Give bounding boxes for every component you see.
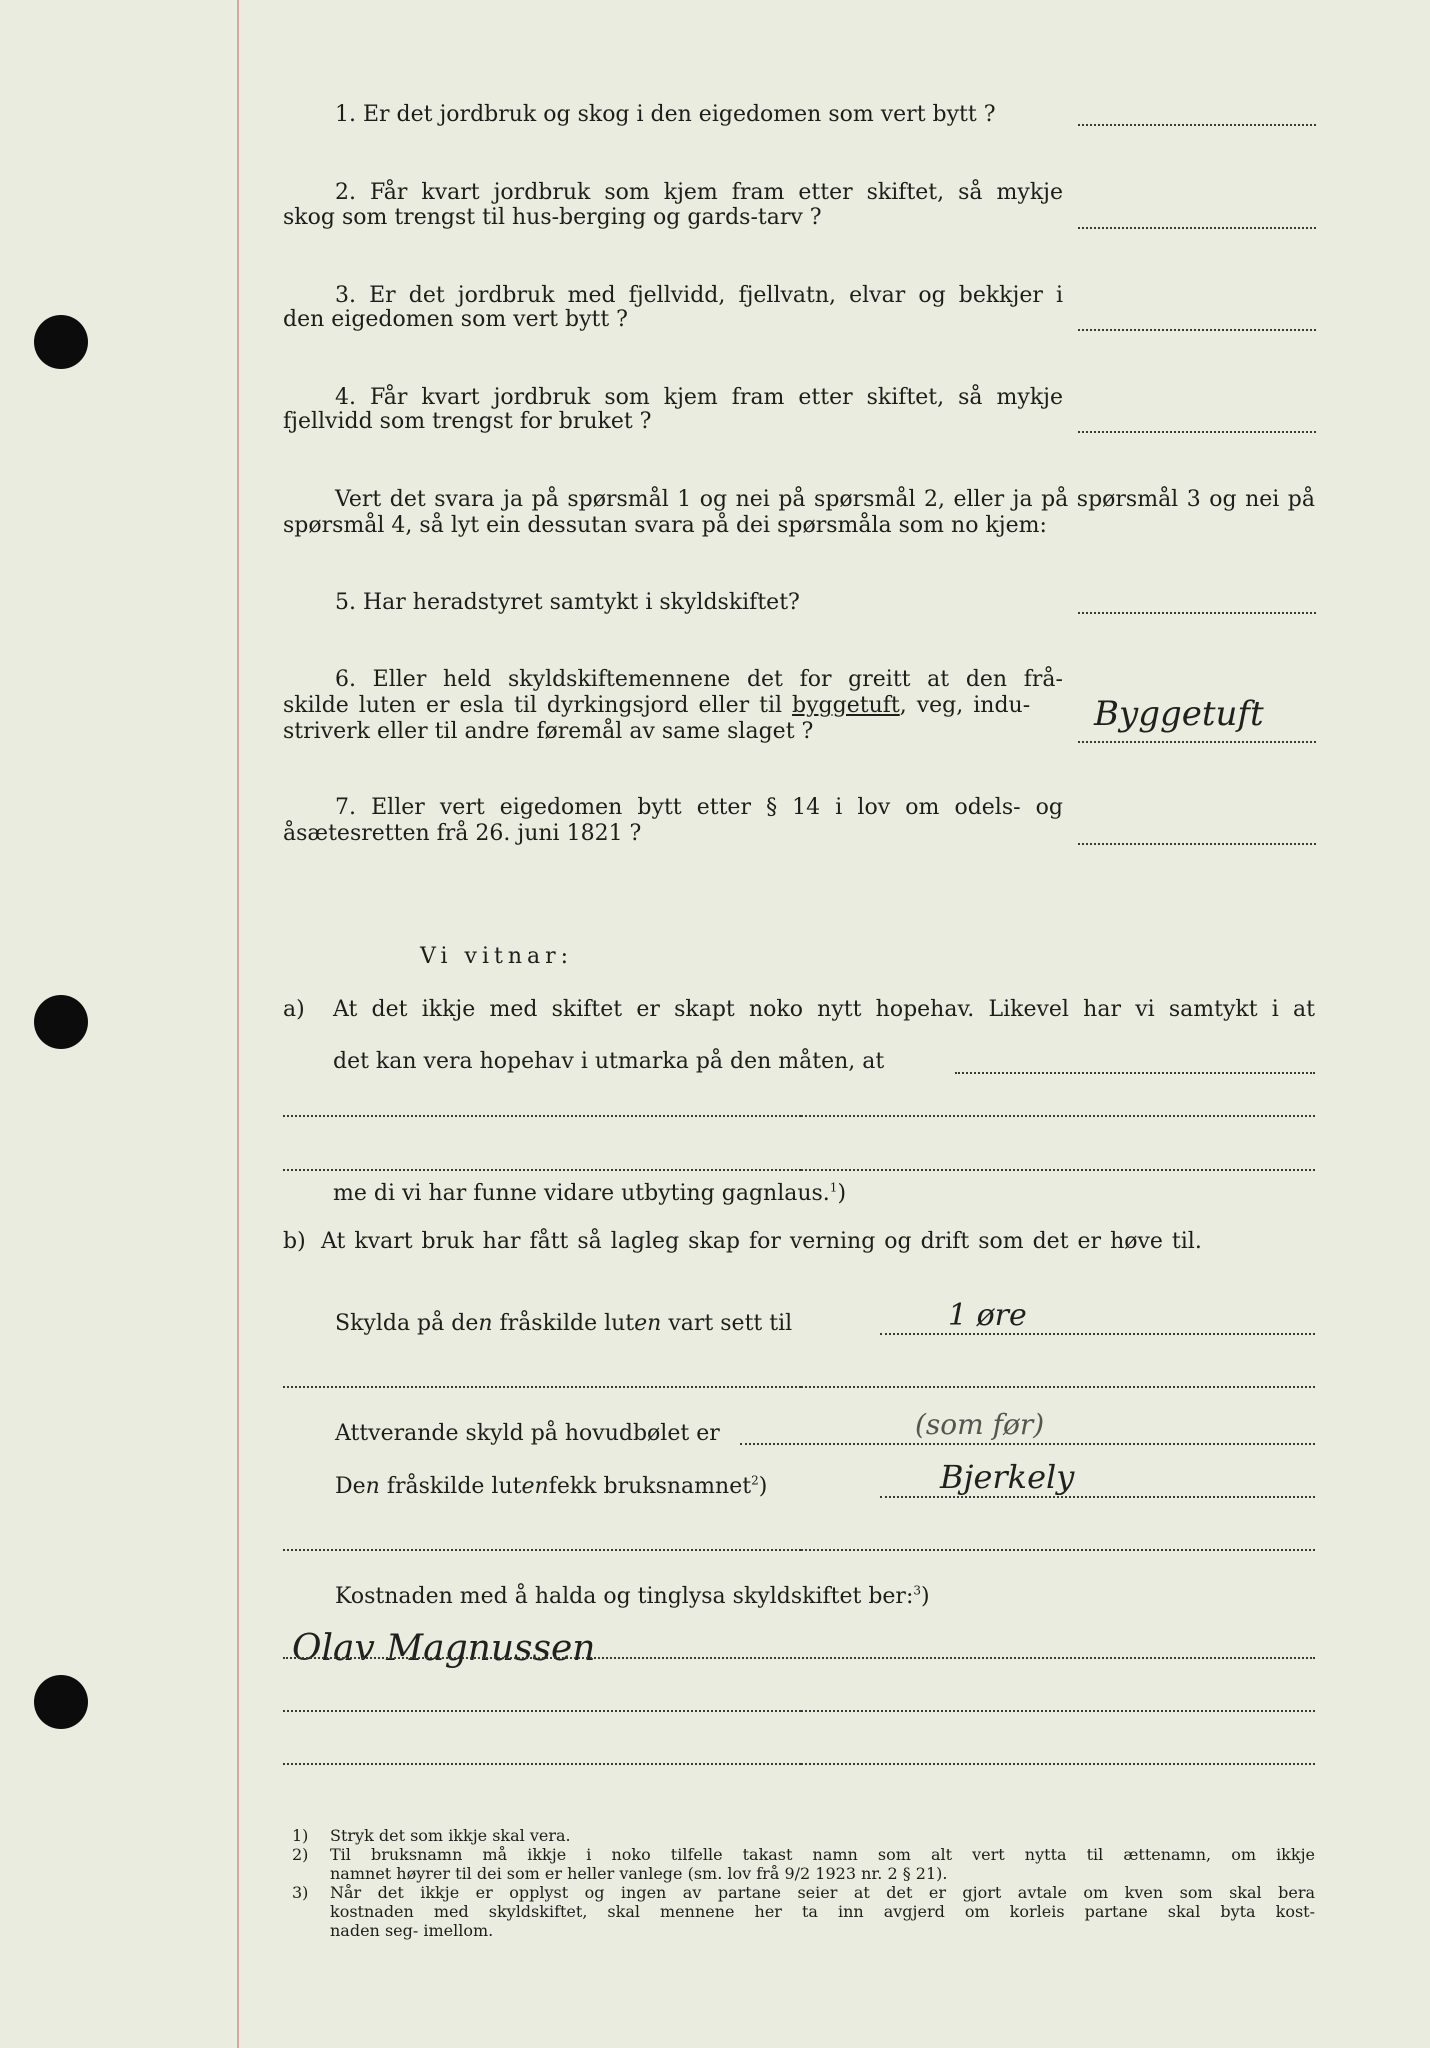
punch-hole [34,1675,88,1729]
namn-handwritten-n: n [365,1474,380,1499]
question-6-text: skilde luten er esla til dyrkingsjord eller til [283,693,783,718]
skylda-line-2b[interactable] [801,1386,1315,1388]
skylda-handwritten-en: en [634,1311,662,1336]
answer-line-4[interactable] [1078,431,1316,433]
kostnad-line-2a[interactable] [283,1710,801,1712]
kostnad-line-3a[interactable] [283,1763,801,1765]
footnote-1-mark: 1) [292,1826,309,1845]
namn-label [335,1474,767,1500]
kostnad-label [335,1584,930,1610]
attverande-value: (som før) [915,1408,1045,1441]
item-a-line-3-text: me di vi har funne vidare utbyting gagnlaus. [333,1181,830,1206]
question-2-line-1: 2. Får kvart jordbruk som kjem fram etter skiftet, så mykje [335,180,1063,205]
footnote-2-line-2: namnet høyrer til dei som er heller vanlege (sm. lov frå 9/2 1923 nr. 2 § 21). [330,1864,948,1883]
question-6-line-2 [283,693,1030,719]
item-b-text: At kvart bruk har fått så lagleg skap for verning og drift som det er høve til. [321,1229,1202,1254]
question-4-line-2: fjellvidd som trengst for bruket ? [283,409,652,434]
question-5: 5. Har heradstyret samtykt i skyldskiftet? [335,590,800,615]
attverande-line[interactable] [740,1443,1315,1445]
handwritten-answer-6: Byggetuft [1094,694,1264,734]
footnote-2-mark: 2) [292,1845,309,1864]
item-a-label: a) [283,997,305,1022]
hopehav-line-1[interactable] [955,1072,1315,1074]
kostnad-line-1[interactable] [283,1657,1315,1659]
skylda-label-part-1: Skylda på de [335,1311,479,1336]
item-b-label: b) [283,1229,306,1254]
skylda-value: 1 øre [948,1298,1027,1333]
skylda-label-part-3: vart sett til [668,1311,793,1336]
namn-label-part-2: fråskilde lut [386,1474,522,1499]
bruksnamn-line[interactable] [880,1496,1315,1498]
kostnad-line-3b[interactable] [801,1763,1315,1765]
answer-line-6[interactable] [1078,741,1316,743]
underlined-word: byggetuft [792,693,900,718]
intro-line-2: spørsmål 4, så lyt ein dessutan svara på dei spørsmåla som no kjem: [283,513,1047,538]
witness-heading: Vi vitnar: [420,944,574,969]
namn-label-part-1: De [335,1474,366,1499]
footnote-ref-2-paren: ) [758,1474,768,1499]
hopehav-line-3a[interactable] [283,1169,801,1171]
question-6-text-end: , veg, indu- [899,693,1031,718]
answer-line-2[interactable] [1078,227,1316,229]
question-2-line-2: skog som trengst til hus-berging og gards-tarv ? [283,205,822,230]
footnote-3-mark: 3) [292,1883,309,1902]
skylda-line-2a[interactable] [283,1386,801,1388]
skylda-handwritten-n: n [478,1311,493,1336]
namn-handwritten-en: en [521,1474,549,1499]
hopehav-line-2a[interactable] [283,1115,801,1117]
footnote-ref-3: 3 [913,1583,921,1598]
question-6-line-1: 6. Eller held skyldskiftemennene det for greitt at den frå- [335,667,1063,692]
punch-hole [34,995,88,1049]
intro-line-1: Vert det svara ja på spørsmål 1 og nei på spørsmål 2, eller ja på spørsmål 3 og nei på [335,487,1315,512]
answer-line-5[interactable] [1078,612,1316,614]
hopehav-line-3b[interactable] [801,1169,1315,1171]
punch-hole [34,315,88,369]
attverande-label: Attverande skyld på hovudbølet er [335,1421,720,1446]
footnote-2-line-1: Til bruksnamn må ikkje i noko tilfelle takast namn som alt vert nytta til ættenamn, om ikkje [330,1845,1315,1864]
question-4-line-1: 4. Får kvart jordbruk som kjem fram etter skiftet, så mykje [335,385,1063,410]
item-a-line-3 [333,1181,846,1207]
answer-line-3[interactable] [1078,329,1316,331]
item-a-line-1: At det ikkje med skiftet er skapt noko nytt hopehav. Likevel har vi samtykt i at [333,997,1315,1022]
bruksnamn-line-2b[interactable] [801,1549,1315,1551]
skylda-label [335,1311,792,1337]
footnote-ref-1-paren: ) [837,1181,847,1206]
namn-label-part-3: fekk bruksnamnet [548,1474,752,1499]
bruksnamn-value: Bjerkely [940,1458,1075,1496]
question-7-line-1: 7. Eller vert eigedomen bytt etter § 14 i lov om odels- og [335,795,1063,820]
kostnad-value: Olav Magnussen [292,1628,596,1669]
answer-line-7[interactable] [1078,843,1316,845]
kostnad-line-2b[interactable] [801,1710,1315,1712]
skylda-line[interactable] [880,1333,1315,1335]
red-margin-line [237,0,239,2048]
bruksnamn-line-2a[interactable] [283,1549,801,1551]
footnote-ref-1: 1 [829,1180,838,1195]
skylda-label-part-2: fråskilde lut [499,1311,635,1336]
question-6-line-3: striverk eller til andre føremål av same slaget ? [283,719,814,744]
answer-line-1[interactable] [1078,124,1316,126]
item-a-line-2: det kan vera hopehav i utmarka på den måten, at [333,1049,885,1074]
question-3-line-1: 3. Er det jordbruk med fjellvidd, fjellvatn, elvar og bekkjer i [335,283,1063,308]
footnote-3-line-2: kostnaden med skyldskiftet, skal mennene her ta inn avgjerd om korleis partane skal byta kost- [330,1902,1315,1921]
footnote-3-line-3: naden seg- imellom. [330,1921,494,1940]
footnote-3-line-1: Når det ikkje er opplyst og ingen av partane seier at det er gjort avtale om kven som skal bera [330,1883,1315,1902]
hopehav-line-2b[interactable] [801,1115,1315,1117]
kostnad-label-text: Kostnaden med å halda og tinglysa skyldskiftet ber: [335,1584,914,1609]
footnote-ref-2: 2 [751,1473,759,1488]
question-3-line-2: den eigedomen som vert bytt ? [283,307,628,332]
footnote-1: Stryk det som ikkje skal vera. [330,1826,571,1845]
question-7-line-2: åsætesretten frå 26. juni 1821 ? [283,821,642,846]
footnote-ref-3-paren: ) [921,1584,930,1609]
question-1: 1. Er det jordbruk og skog i den eigedomen som vert bytt ? [335,102,996,127]
